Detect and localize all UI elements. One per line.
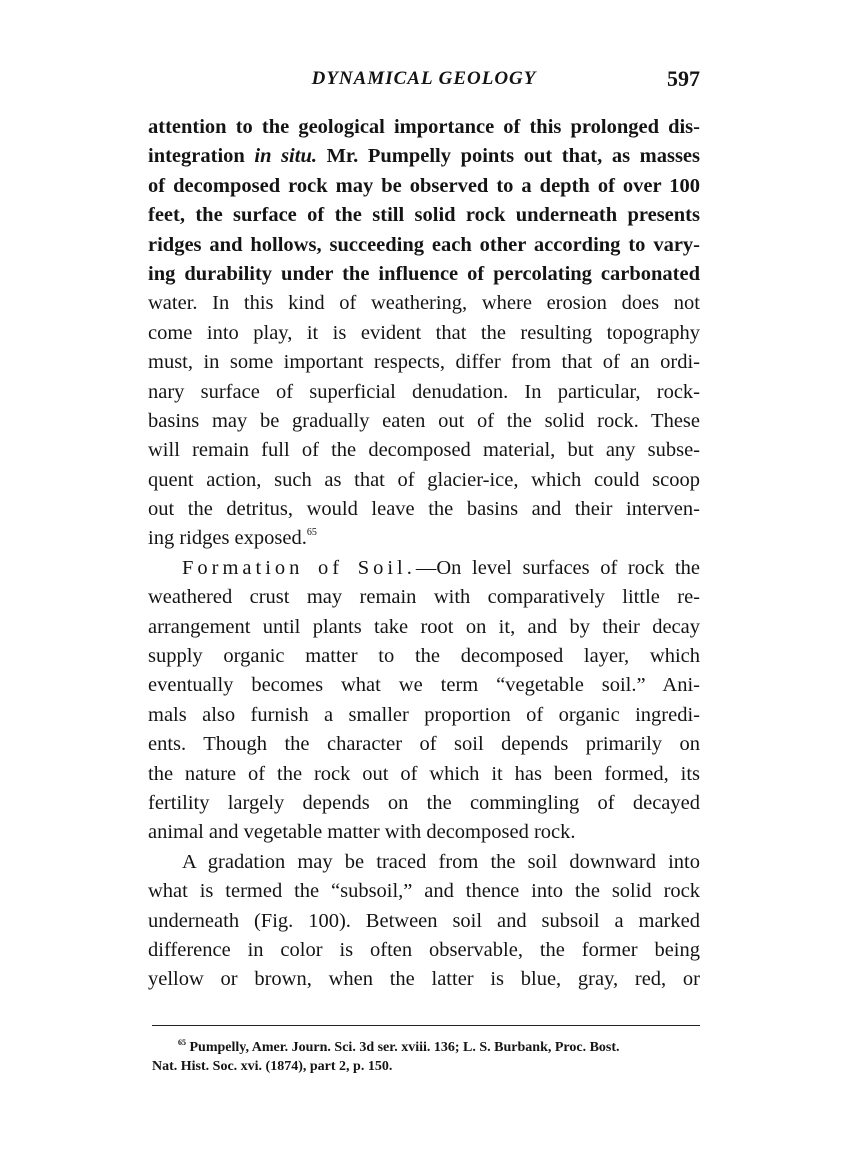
text-span: Pumpelly, Amer. Journ. Sci. 3d ser. xviii. 136; L. S. Burbank, Proc. Bost. (189, 1040, 620, 1055)
text-line: eventually becomes what we term “vegetable soil.” Ani- (148, 674, 700, 697)
text-line: out the detritus, would leave the basins and their interven- (148, 498, 700, 521)
body-text (148, 113, 700, 995)
text-line: supply organic matter to the decomposed layer, which (148, 645, 700, 668)
page-header (148, 62, 700, 92)
footnote-reference: 65 (306, 527, 317, 539)
section-heading: Formation of Soil. (182, 556, 416, 579)
text-span: —On level surfaces of rock the (415, 556, 700, 579)
text-line: arrangement until plants take root on it, and by their decay (148, 615, 700, 638)
footnote-line (152, 1038, 700, 1057)
text-line: fertility largely depends on the commingling of decayed (148, 791, 700, 814)
text-line: what is termed the “subsoil,” and thence into the solid rock (148, 880, 700, 903)
text-line: water. In this kind of weathering, where erosion does not (148, 292, 700, 315)
text-line: feet, the surface of the still solid rock underneath presents (148, 204, 700, 227)
text-line: must, in some important respects, differ from that of an ordi- (148, 351, 700, 374)
text-line (148, 524, 700, 553)
footnote-line: Nat. Hist. Soc. xvi. (1874), part 2, p. 150. (152, 1059, 393, 1074)
text-span: ing ridges exposed. (148, 527, 307, 550)
text-line: mals also furnish a smaller proportion of organic ingredi- (148, 703, 700, 726)
text-line: basins may be gradually eaten out of the solid rock. These (148, 409, 700, 432)
text-line: of decomposed rock may be observed to a depth of over 100 (148, 174, 700, 197)
text-line (148, 554, 700, 583)
text-line: ents. Though the character of soil depends primarily on (148, 733, 700, 756)
footnote-marker: 65 (178, 1038, 186, 1047)
text-line: A gradation may be traced from the soil downward into (182, 850, 700, 873)
text-line: underneath (Fig. 100). Between soil and subsoil a marked (148, 909, 700, 932)
text-line (148, 142, 700, 171)
text-line: animal and vegetable matter with decomposed rock. (148, 821, 576, 844)
footnotes (152, 1038, 700, 1076)
footnote-divider (152, 1025, 700, 1026)
text-line: come into play, it is evident that the resulting topography (148, 321, 700, 344)
page-number: 597 (667, 66, 700, 91)
text-line: quent action, such as that of glacier-ice, which could scoop (148, 468, 700, 491)
text-line: difference in color is often observable, the former being (148, 938, 700, 961)
text-line: the nature of the rock out of which it has been formed, its (148, 762, 700, 785)
text-line: yellow or brown, when the latter is blue, gray, red, or (148, 968, 700, 991)
text-line: ridges and hollows, succeeding each other according to vary- (148, 233, 700, 256)
text-line: ing durability under the influence of percolating carbonated (148, 262, 700, 285)
text-line: weathered crust may remain with comparatively little re- (148, 586, 700, 609)
latin-phrase: in situ. (254, 145, 317, 168)
text-span: integration (148, 145, 245, 168)
text-line: nary surface of superficial denudation. In particular, rock- (148, 380, 700, 403)
text-line: will remain full of the decomposed material, but any subse- (148, 439, 700, 462)
text-line: attention to the geological importance of this prolonged dis- (148, 116, 700, 138)
running-title: DYNAMICAL GEOLOGY (311, 68, 537, 89)
text-span: Mr. Pumpelly points out that, as masses (326, 145, 700, 168)
